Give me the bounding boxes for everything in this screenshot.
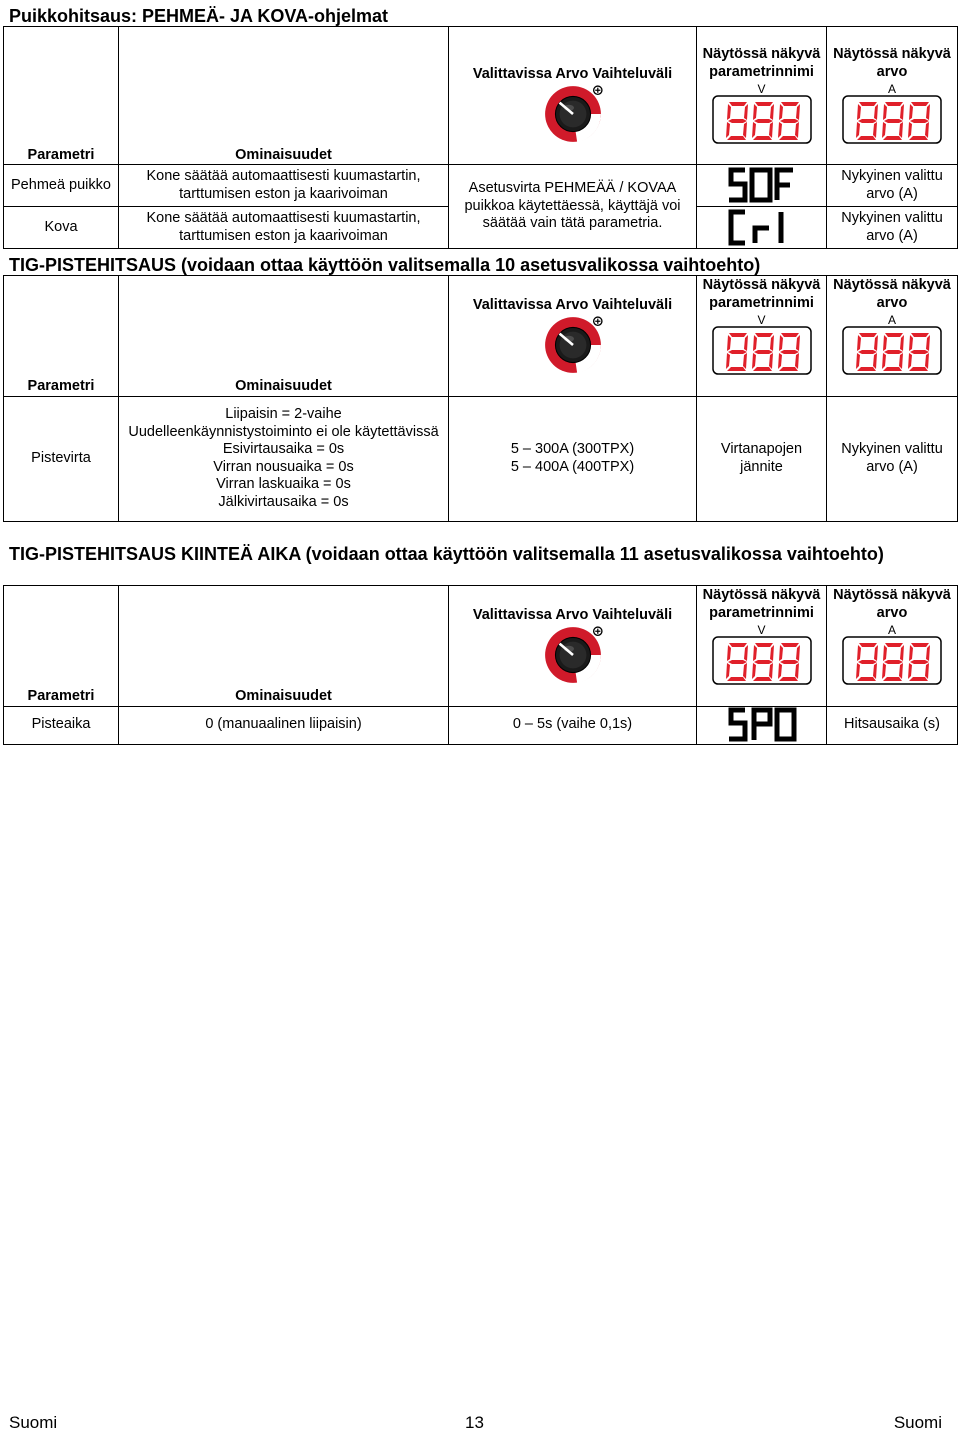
header-ominaisuudet: Ominaisuudet xyxy=(119,688,449,706)
value-pisteaika: Hitsausaika (s) xyxy=(827,706,958,744)
sof-display-icon xyxy=(725,166,799,206)
selector-knob-icon xyxy=(538,314,608,376)
current-unit-label: A xyxy=(887,313,896,327)
footer-page-number: 13 xyxy=(465,1413,484,1432)
feature-line: Liipaisin = 2-vaihe xyxy=(225,406,342,422)
voltage-unit-label: V xyxy=(757,623,766,637)
value-pistevirta: Nykyinen valittu arvo (A) xyxy=(827,396,958,521)
range-line: 5 – 300A (300TPX) xyxy=(510,441,635,457)
header-param-name-label: Näytössä näkyvä parametrinnimi xyxy=(702,587,821,621)
led-display-icon xyxy=(712,326,812,376)
header-valittavissa xyxy=(449,586,697,689)
range-line: 5 – 400A (400TPX) xyxy=(510,458,635,475)
feature-line: Esivirtausaika = 0s xyxy=(222,441,345,457)
table-puikkohitsaus xyxy=(3,26,958,249)
spo-display-icon xyxy=(725,707,799,743)
led-display-icon xyxy=(842,95,942,145)
value-pehmea: Nykyinen valittu arvo (A) xyxy=(827,165,958,207)
range-pisteaika: 0 – 5s (vaihe 0,1s) xyxy=(449,706,697,744)
param-pistevirta: Pistevirta xyxy=(4,396,119,521)
current-unit-label: A xyxy=(887,623,896,637)
feature-kova: Kone säätää automaattisesti kuumastartin, tarttumisen eston ja kaarivoiman xyxy=(119,207,449,249)
header-valittavissa xyxy=(449,27,697,147)
feature-line: Virran laskuaika = 0s xyxy=(216,476,351,492)
header-parametri: Parametri xyxy=(4,688,119,706)
header-param-name xyxy=(697,276,827,379)
header-value-label: Näytössä näkyvä arvo xyxy=(833,277,951,311)
voltage-unit-label: V xyxy=(757,81,766,96)
display-sof xyxy=(697,165,827,207)
feature-line: Uudelleenkäynnistystoiminto ei ole käytettävissä xyxy=(128,423,439,440)
table-tig-pistehitsaus xyxy=(3,275,958,522)
feature-line: Virran nousuaika = 0s xyxy=(213,458,354,475)
range-asetusvirta: Asetusvirta PEHMEÄÄ / KOVAA puikkoa käytettäessä, käyttäjä voi säätää vain tätä parametria. xyxy=(449,165,697,249)
header-parametri: Parametri xyxy=(4,378,119,396)
header-value xyxy=(827,276,958,379)
value-kova: Nykyinen valittu arvo (A) xyxy=(827,207,958,249)
led-display-icon xyxy=(712,95,812,145)
display-cri xyxy=(697,207,827,249)
footer-language-left: Suomi xyxy=(9,1413,58,1432)
header-valittavissa-label: Valittavissa Arvo Vaihteluväli xyxy=(472,607,673,623)
feature-pehmea: Kone säätää automaattisesti kuumastartin, tarttumisen eston ja kaarivoiman xyxy=(119,165,449,207)
section-title-puikkohitsaus: Puikkohitsaus: PEHMEÄ- JA KOVA-ohjelmat xyxy=(9,6,389,26)
table-tig-kiintea-aika xyxy=(3,585,958,745)
voltage-unit-label: V xyxy=(757,313,766,327)
header-param-name xyxy=(697,586,827,689)
feature-pisteaika: 0 (manuaalinen liipaisin) xyxy=(119,706,449,744)
range-pistevirta xyxy=(449,396,697,521)
param-pisteaika: Pisteaika xyxy=(4,706,119,744)
param-pehmea: Pehmeä puikko xyxy=(4,165,119,207)
header-value-label: Näytössä näkyvä arvo xyxy=(833,587,951,621)
current-unit-label: A xyxy=(887,81,896,96)
header-param-name-label: Näytössä näkyvä parametrinnimi xyxy=(702,277,821,311)
cri-display-icon xyxy=(725,208,799,248)
header-param-name-label: Näytössä näkyvä parametrinnimi xyxy=(702,45,821,80)
selector-knob-icon xyxy=(538,83,608,145)
header-value xyxy=(827,27,958,147)
selector-knob-icon xyxy=(538,624,608,686)
led-display-icon xyxy=(712,636,812,686)
param-kova: Kova xyxy=(4,207,119,249)
header-valittavissa xyxy=(449,276,697,379)
features-pistevirta xyxy=(119,396,449,521)
led-display-icon xyxy=(842,636,942,686)
display-spo xyxy=(697,706,827,744)
section-title-tig-kiintea-aika: TIG-PISTEHITSAUS KIINTEÄ AIKA (voidaan ottaa käyttöön valitsemalla 11 asetusvalikossa vaihtoehto) xyxy=(9,544,884,564)
header-value xyxy=(827,586,958,689)
led-display-icon xyxy=(842,326,942,376)
feature-line: Jälkivirtausaika = 0s xyxy=(218,493,349,510)
display-pistevirta: Virtanapojen jännite xyxy=(697,396,827,521)
header-value-label: Näytössä näkyvä arvo xyxy=(833,45,951,80)
section-title-tig-pistehitsaus: TIG-PISTEHITSAUS (voidaan ottaa käyttöön valitsemalla 10 asetusvalikossa vaihtoehto) xyxy=(9,255,761,275)
header-parametri: Parametri xyxy=(4,147,119,165)
footer-language-right: Suomi xyxy=(893,1413,942,1432)
header-valittavissa-label: Valittavissa Arvo Vaihteluväli xyxy=(472,65,673,82)
header-param-name xyxy=(697,27,827,147)
header-valittavissa-label: Valittavissa Arvo Vaihteluväli xyxy=(472,297,673,313)
header-ominaisuudet: Ominaisuudet xyxy=(119,378,449,396)
header-ominaisuudet: Ominaisuudet xyxy=(119,147,449,165)
